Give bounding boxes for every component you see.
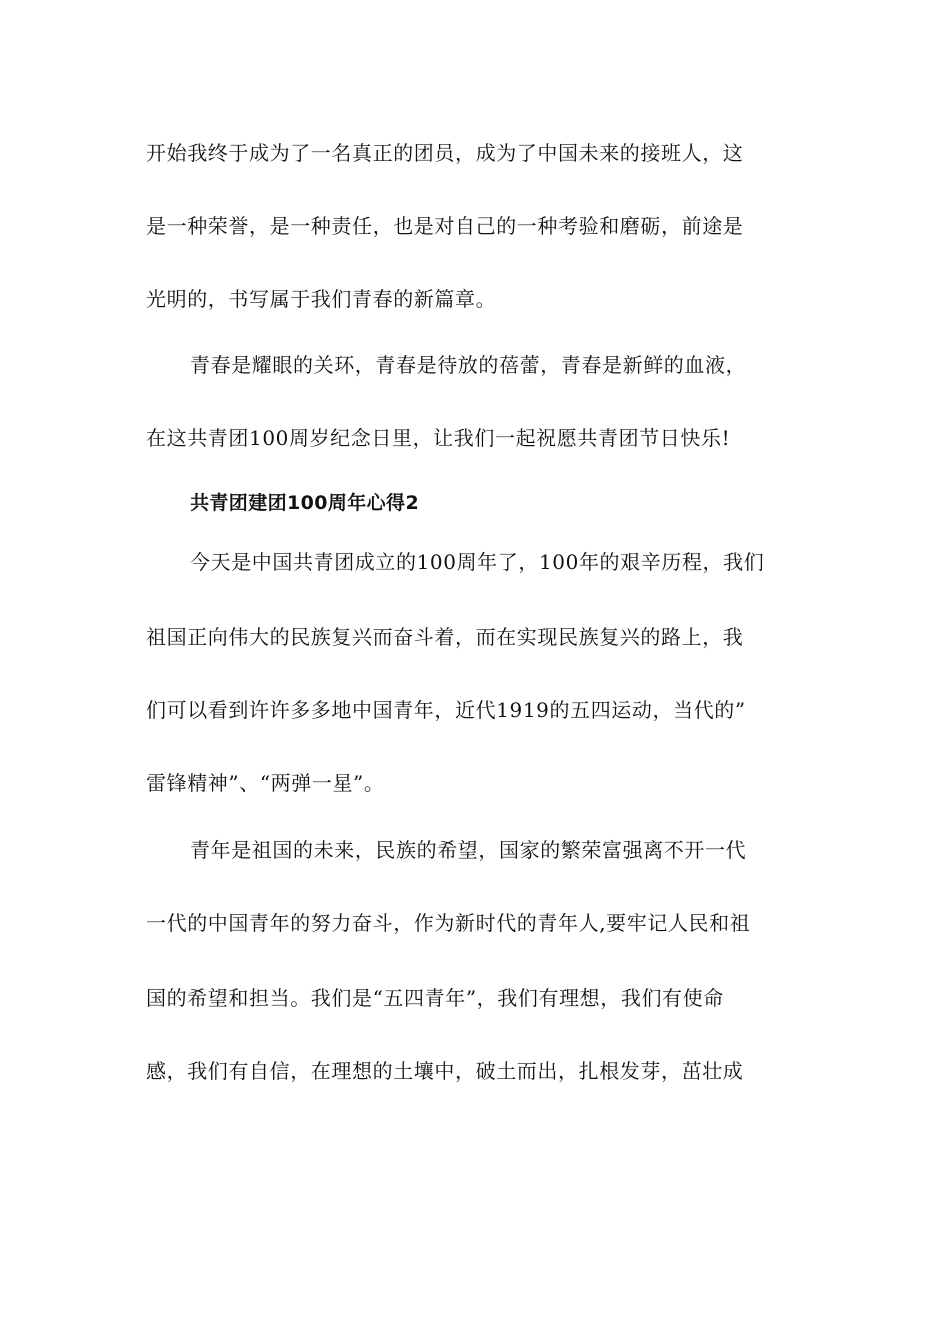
paragraph-line: 在这共青团100周岁纪念日里，让我们一起祝愿共青团节日快乐! [146,426,731,450]
paragraph-line: 们可以看到许许多多地中国青年，近代1919的五四运动，当代的” [146,698,746,722]
paragraph-line: 是一种荣誉，是一种责任，也是对自己的一种考验和磨砺，前途是 [146,214,744,238]
paragraph-line: 青年是祖国的未来，民族的希望，国家的繁荣富强离不开一代 [190,838,747,862]
paragraph-line: 雷锋精神”、“两弹一星”。 [146,771,385,795]
paragraph-line: 感，我们有自信，在理想的土壤中，破土而出，扎根发芽，茁壮成 [146,1059,744,1083]
paragraph-line: 国的希望和担当。我们是“五四青年”，我们有理想，我们有使命 [146,986,724,1010]
section-heading: 共青团建团100周年心得2 [190,492,420,514]
paragraph-line: 一代的中国青年的努力奋斗，作为新时代的青年人,要牢记人民和祖 [146,911,751,935]
paragraph-line: 光明的，书写属于我们青春的新篇章。 [146,287,497,311]
paragraph-line: 祖国正向伟大的民族复兴而奋斗着，而在实现民族复兴的路上，我 [146,625,744,649]
paragraph-line: 开始我终于成为了一名真正的团员，成为了中国未来的接班人，这 [146,141,744,165]
paragraph-line: 今天是中国共青团成立的100周年了，100年的艰辛历程，我们 [190,550,765,574]
paragraph-line: 青春是耀眼的关环，青春是待放的蓓蕾，青春是新鲜的血液， [190,353,747,377]
